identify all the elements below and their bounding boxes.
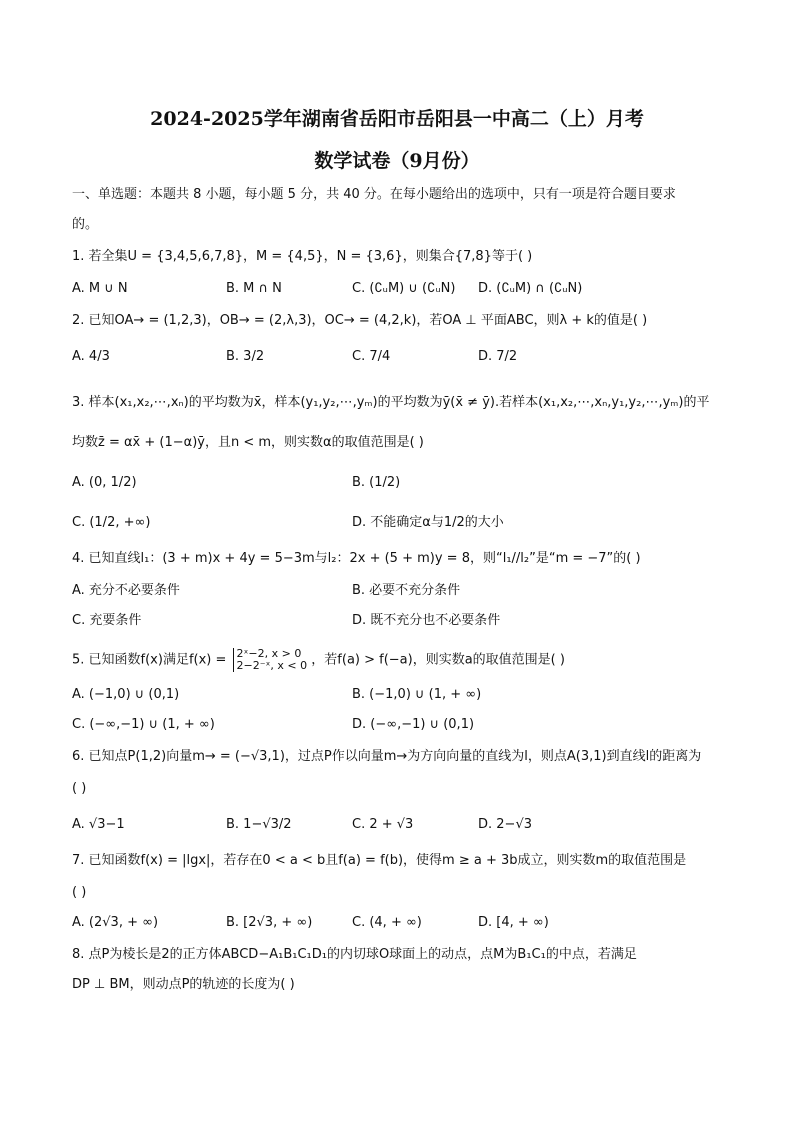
question-3-option-b: B. (1/2): [352, 475, 401, 490]
exam-subtitle: 数学试卷（9月份）: [314, 150, 480, 172]
question-2-option-a: A. 4/3: [72, 349, 110, 364]
question-7-option-a: A. (2√3, + ∞): [72, 915, 159, 930]
question-4-option-a: A. 充分不必要条件: [72, 583, 180, 598]
question-1-option-a: A. M ∪ N: [72, 281, 128, 296]
question-2-option-c: C. 7/4: [352, 349, 391, 364]
question-3-stem-cont: 均数z̄ = αx̄ + (1−α)ȳ，且n < m，则实数α的取值范围是( ): [72, 435, 424, 450]
question-4-option-c: C. 充要条件: [72, 613, 142, 628]
piecewise-case-2: 2−2⁻ˣ, x < 0: [236, 659, 308, 672]
question-6-option-a: A. √3−1: [72, 817, 125, 832]
piecewise-case-1: 2ˣ−2, x > 0: [236, 647, 302, 660]
question-3-option-d: D. 不能确定α与1/2的大小: [352, 515, 504, 530]
question-1-option-c: C. (∁ᵤM) ∪ (∁ᵤN): [352, 281, 456, 296]
question-3-stem: 3. 样本(x₁,x₂,⋯,xₙ)的平均数为x̄，样本(y₁,y₂,⋯,yₘ)的平均数为ȳ(x̄ ≠ ȳ).若样本(x₁,x₂,⋯,xₙ,y₁,y₂,⋯,yₘ)的平: [72, 395, 710, 410]
question-5-option-d: D. (−∞,−1) ∪ (0,1): [352, 717, 475, 732]
question-3-option-c: C. (1/2, +∞): [72, 515, 151, 530]
question-1-option-d: D. (∁ᵤM) ∩ (∁ᵤN): [478, 281, 583, 296]
question-7-stem: 7. 已知函数f(x) = |lgx|，若存在0 < a < b且f(a) = f(b)，使得m ≥ a + 3b成立，则实数m的取值范围是: [72, 853, 687, 868]
section-intro: 一、单选题：本题共 8 小题，每小题 5 分，共 40 分。在每小题给出的选项中，只有一项是符合题目要求: [72, 187, 676, 202]
exam-title: 2024-2025学年湖南省岳阳市岳阳县一中高二（上）月考: [150, 108, 644, 130]
question-8-stem: 8. 点P为棱长是2的正方体ABCD−A₁B₁C₁D₁的内切球O球面上的动点，点M为B₁C₁的中点，若满足: [72, 947, 637, 962]
question-4-stem: 4. 已知直线l₁：(3 + m)x + 4y = 5−3m与l₂：2x + (5 + m)y = 8，则“l₁//l₂”是“m = −7”的( ): [72, 551, 641, 566]
question-6-option-c: C. 2 + √3: [352, 817, 414, 832]
question-6-stem: 6. 已知点P(1,2)向量m→ = (−√3,1)，过点P作以向量m→为方向向量的直线为l，则点A(3,1)到直线l的距离为: [72, 749, 702, 764]
question-2-option-b: B. 3/2: [226, 349, 265, 364]
question-5-stem-end: ，若f(a) > f(−a)，则实数a的取值范围是( ): [311, 652, 565, 668]
question-4-option-d: D. 既不充分也不必要条件: [352, 613, 501, 628]
question-5-option-c: C. (−∞,−1) ∪ (1, + ∞): [72, 717, 215, 732]
question-2-option-d: D. 7/2: [478, 349, 518, 364]
question-8-stem-cont: DP ⊥ BM，则动点P的轨迹的长度为( ): [72, 977, 295, 992]
question-5-stem-start: 5. 已知函数f(x)满足f(x) =: [72, 652, 227, 668]
question-6-option-b: B. 1−√3/2: [226, 817, 292, 832]
piecewise-brace: [233, 648, 308, 672]
question-6-option-d: D. 2−√3: [478, 817, 532, 832]
question-5-option-a: A. (−1,0) ∪ (0,1): [72, 687, 180, 702]
question-1-option-b: B. M ∩ N: [226, 281, 282, 296]
question-7-option-d: D. [4, + ∞): [478, 915, 549, 930]
question-6-stem-cont: ( ): [72, 781, 87, 796]
question-2-stem: 2. 已知OA→ = (1,2,3)，OB→ = (2,λ,3)，OC→ = (4,2,k)，若OA ⊥ 平面ABC，则λ + k的值是( ): [72, 313, 648, 328]
question-7-option-b: B. [2√3, + ∞): [226, 915, 313, 930]
question-7-stem-cont: ( ): [72, 885, 87, 900]
question-5-option-b: B. (−1,0) ∪ (1, + ∞): [352, 687, 482, 702]
question-5-stem: [72, 648, 565, 672]
question-7-option-c: C. (4, + ∞): [352, 915, 422, 930]
question-1-stem: 1. 若全集U = {3,4,5,6,7,8}，M = {4,5}，N = {3,6}，则集合{7,8}等于( ): [72, 249, 533, 264]
question-4-option-b: B. 必要不充分条件: [352, 583, 461, 598]
section-intro-cont: 的。: [72, 217, 99, 232]
question-3-option-a: A. (0, 1/2): [72, 475, 137, 490]
